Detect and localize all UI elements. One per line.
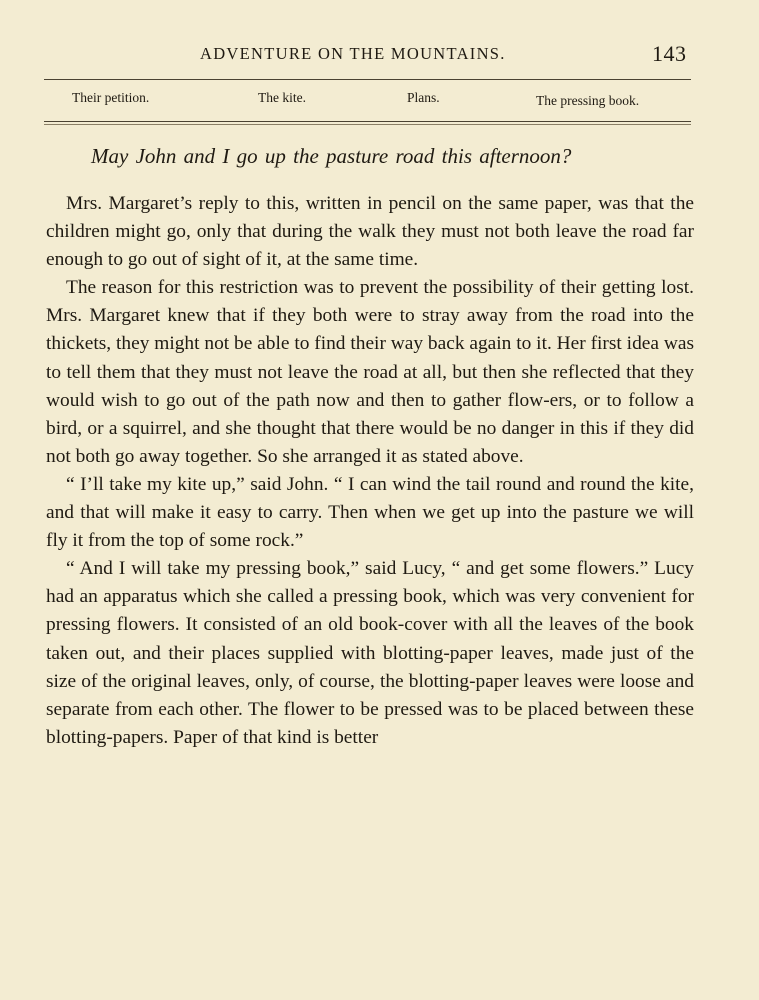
header-rule-top [44,79,691,80]
header-rule-bottom [44,121,691,122]
paragraph: “ I’ll take my kite up,” said John. “ I can wind the tail round and round the kite, and that will make it easy to carry. Then when we get up into the pasture we will fly it from the top of some rock.” [46,473,694,552]
page-number: 143 [652,41,687,66]
topic-plans: Plans. [407,90,440,105]
paragraph: “ And I will take my pressing book,” said Lucy, “ and get some flowers.” Lucy had an apparatus which she called a pressing book, which was very convenient for pressing flowers. It consisted of an old book-cover with all the leaves of the book taken out, and their places supplied with blotting-paper leaves, made just of the size of the original leaves, only, of course, the blotting-paper leaves were loose and separate from each other. The flower to be pressed was to be placed between these blotting-papers. Paper of that kind is better [46,558,694,748]
paragraph: Mrs. Margaret’s reply to this, written in pencil on the same paper, was that the children might go, only that during the walk they must not both leave the road far enough to go out of sight of it, at the same time. [46,193,694,271]
topic-the-kite: The kite. [258,90,306,105]
header-rule-bottom-thin [44,124,691,125]
topic-their-petition: Their petition. [72,90,150,105]
topic-the-pressing-book: The pressing book. [536,93,640,108]
paragraph: The reason for this restriction was to prevent the possibility of their getting lost. Mrs. Margaret knew that if they both were to stray away from the road into the thickets, they might not be able to find their way back again to it. Her first idea was to tell them that they must not leave the road at all, but then she reflected that they would wish to go out of the path now and then to gather flow-ers, or to follow a bird, or a squirrel, and she thought that there would be no danger in this if they did not both go away together. So she arranged it as stated above. [46,277,694,467]
italic-note-line: May John and I go up the pasture road this afternoon? [91,144,572,168]
body-text [46,190,694,752]
running-head: ADVENTURE ON THE MOUNTAINS. [200,44,506,63]
